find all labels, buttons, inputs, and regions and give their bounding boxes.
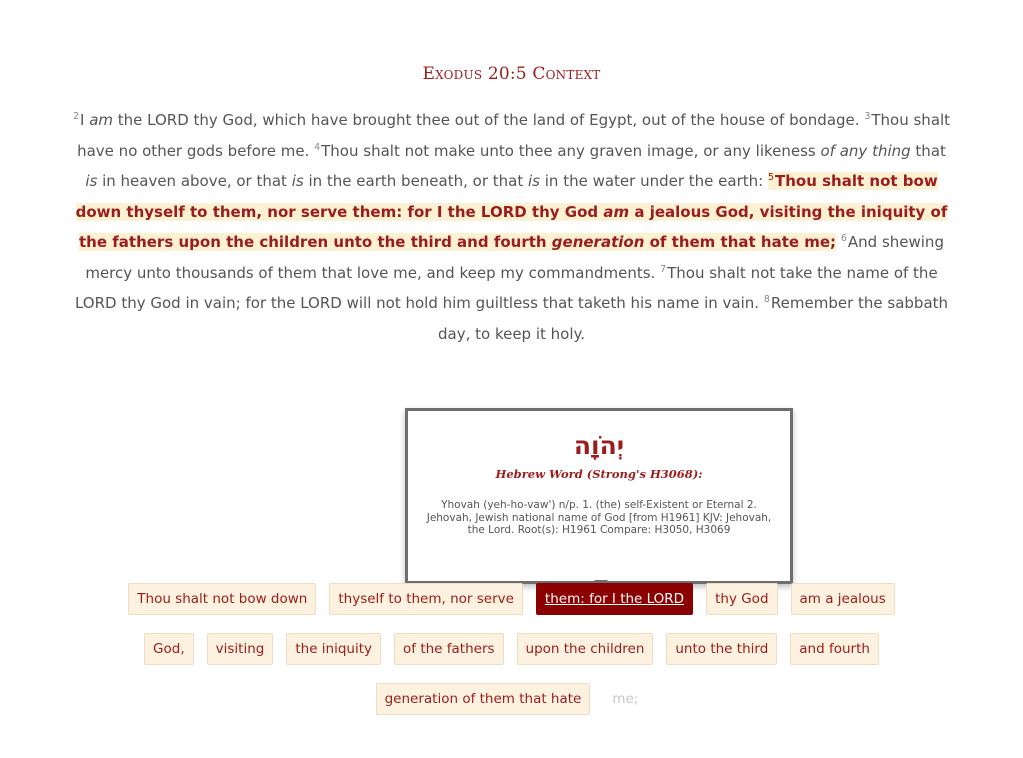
verse-text: the LORD thy God, which have brought thee out of the land of Egypt, out of the house of bondage. xyxy=(113,111,860,129)
strongs-label: Hebrew Word (Strong's H3068): xyxy=(495,467,703,481)
verse-italic: generation xyxy=(551,233,645,251)
phrase-chip[interactable]: the iniquity xyxy=(286,633,381,665)
verse-text: Thou shalt not bow down thyself to them, nor serve them: for I the LORD thy God xyxy=(75,172,938,221)
hebrew-word: יְהֹוָה xyxy=(573,431,625,460)
chip-row xyxy=(0,683,1023,715)
phrase-chip[interactable]: am a jealous xyxy=(791,583,895,615)
verse-italic: is xyxy=(291,172,304,190)
verse-number: 8 xyxy=(763,294,770,305)
verse-italic: am xyxy=(89,111,113,129)
verse-text: of them that hate me; xyxy=(644,233,837,251)
word-definition: Yhovah (yeh-ho-vaw') n/p. 1. (the) self-Existent or Eternal 2. Jehovah, Jewish national name of God [from H1961] KJV: Jehovah, the Lord. Root(s): H1961 Compare: H3050, H3069 xyxy=(426,499,772,536)
verse-text: Thou shalt have no other gods before me. xyxy=(77,111,951,160)
verse-italic: am xyxy=(603,202,630,221)
verse-text: in heaven above, or that xyxy=(97,172,292,190)
chip-row xyxy=(0,633,1023,665)
verse-italic: of any thing xyxy=(820,141,911,160)
verse-text: I xyxy=(79,111,90,129)
verse-italic: is xyxy=(85,172,98,190)
phrase-chip[interactable]: Thou shalt not bow down xyxy=(128,583,316,615)
verse-italic: is xyxy=(528,172,540,190)
word-tooltip xyxy=(405,408,793,584)
phrase-chip-plain[interactable]: me; xyxy=(612,691,639,707)
verse-text: in the water under the earth: xyxy=(539,172,768,190)
verse-text: a jealous God, visiting the iniquity of the fathers upon the children unto the third and fourth xyxy=(79,202,948,251)
verse-number: 3 xyxy=(864,111,871,122)
verse-text: in the earth beneath, or that xyxy=(303,172,528,190)
verse-text: that xyxy=(910,141,946,160)
verse-number: 7 xyxy=(660,263,667,275)
phrase-chip[interactable]: and fourth xyxy=(790,633,879,665)
chip-row xyxy=(0,583,1023,615)
phrase-chip[interactable]: thy God xyxy=(706,583,777,615)
verse-text: And shewing mercy unto thousands of them that love me, and keep my commandments. xyxy=(85,233,944,282)
verse-number: 5 xyxy=(767,172,775,183)
phrase-chips xyxy=(0,583,1023,733)
verse-text: Remember the sabbath day, to keep it holy. xyxy=(437,294,949,343)
verse-number: 4 xyxy=(314,141,321,153)
passage-text xyxy=(70,105,953,349)
phrase-chip[interactable]: of the fathers xyxy=(394,633,504,665)
verse-text: Thou shalt not take the name of the LORD thy God in vain; for the LORD will not hold him guiltless that taketh his name in vain. xyxy=(74,263,938,312)
verse-text: Thou shalt not make unto thee any graven image, or any likeness xyxy=(321,141,821,160)
phrase-chip[interactable]: unto the third xyxy=(666,633,777,665)
page-title: Exodus 20:5 Context xyxy=(422,64,601,84)
phrase-chip-active[interactable]: them: for I the LORD xyxy=(536,583,693,615)
phrase-chip[interactable]: visiting xyxy=(207,633,274,665)
verse-2 xyxy=(73,111,860,129)
verse-number: 2 xyxy=(72,111,79,122)
phrase-chip[interactable]: generation of them that hate xyxy=(376,683,591,715)
phrase-chip[interactable]: God, xyxy=(144,633,194,665)
phrase-chip[interactable]: thyself to them, nor serve xyxy=(329,583,523,615)
verse-number: 6 xyxy=(840,233,847,244)
phrase-chip[interactable]: upon the children xyxy=(517,633,654,665)
